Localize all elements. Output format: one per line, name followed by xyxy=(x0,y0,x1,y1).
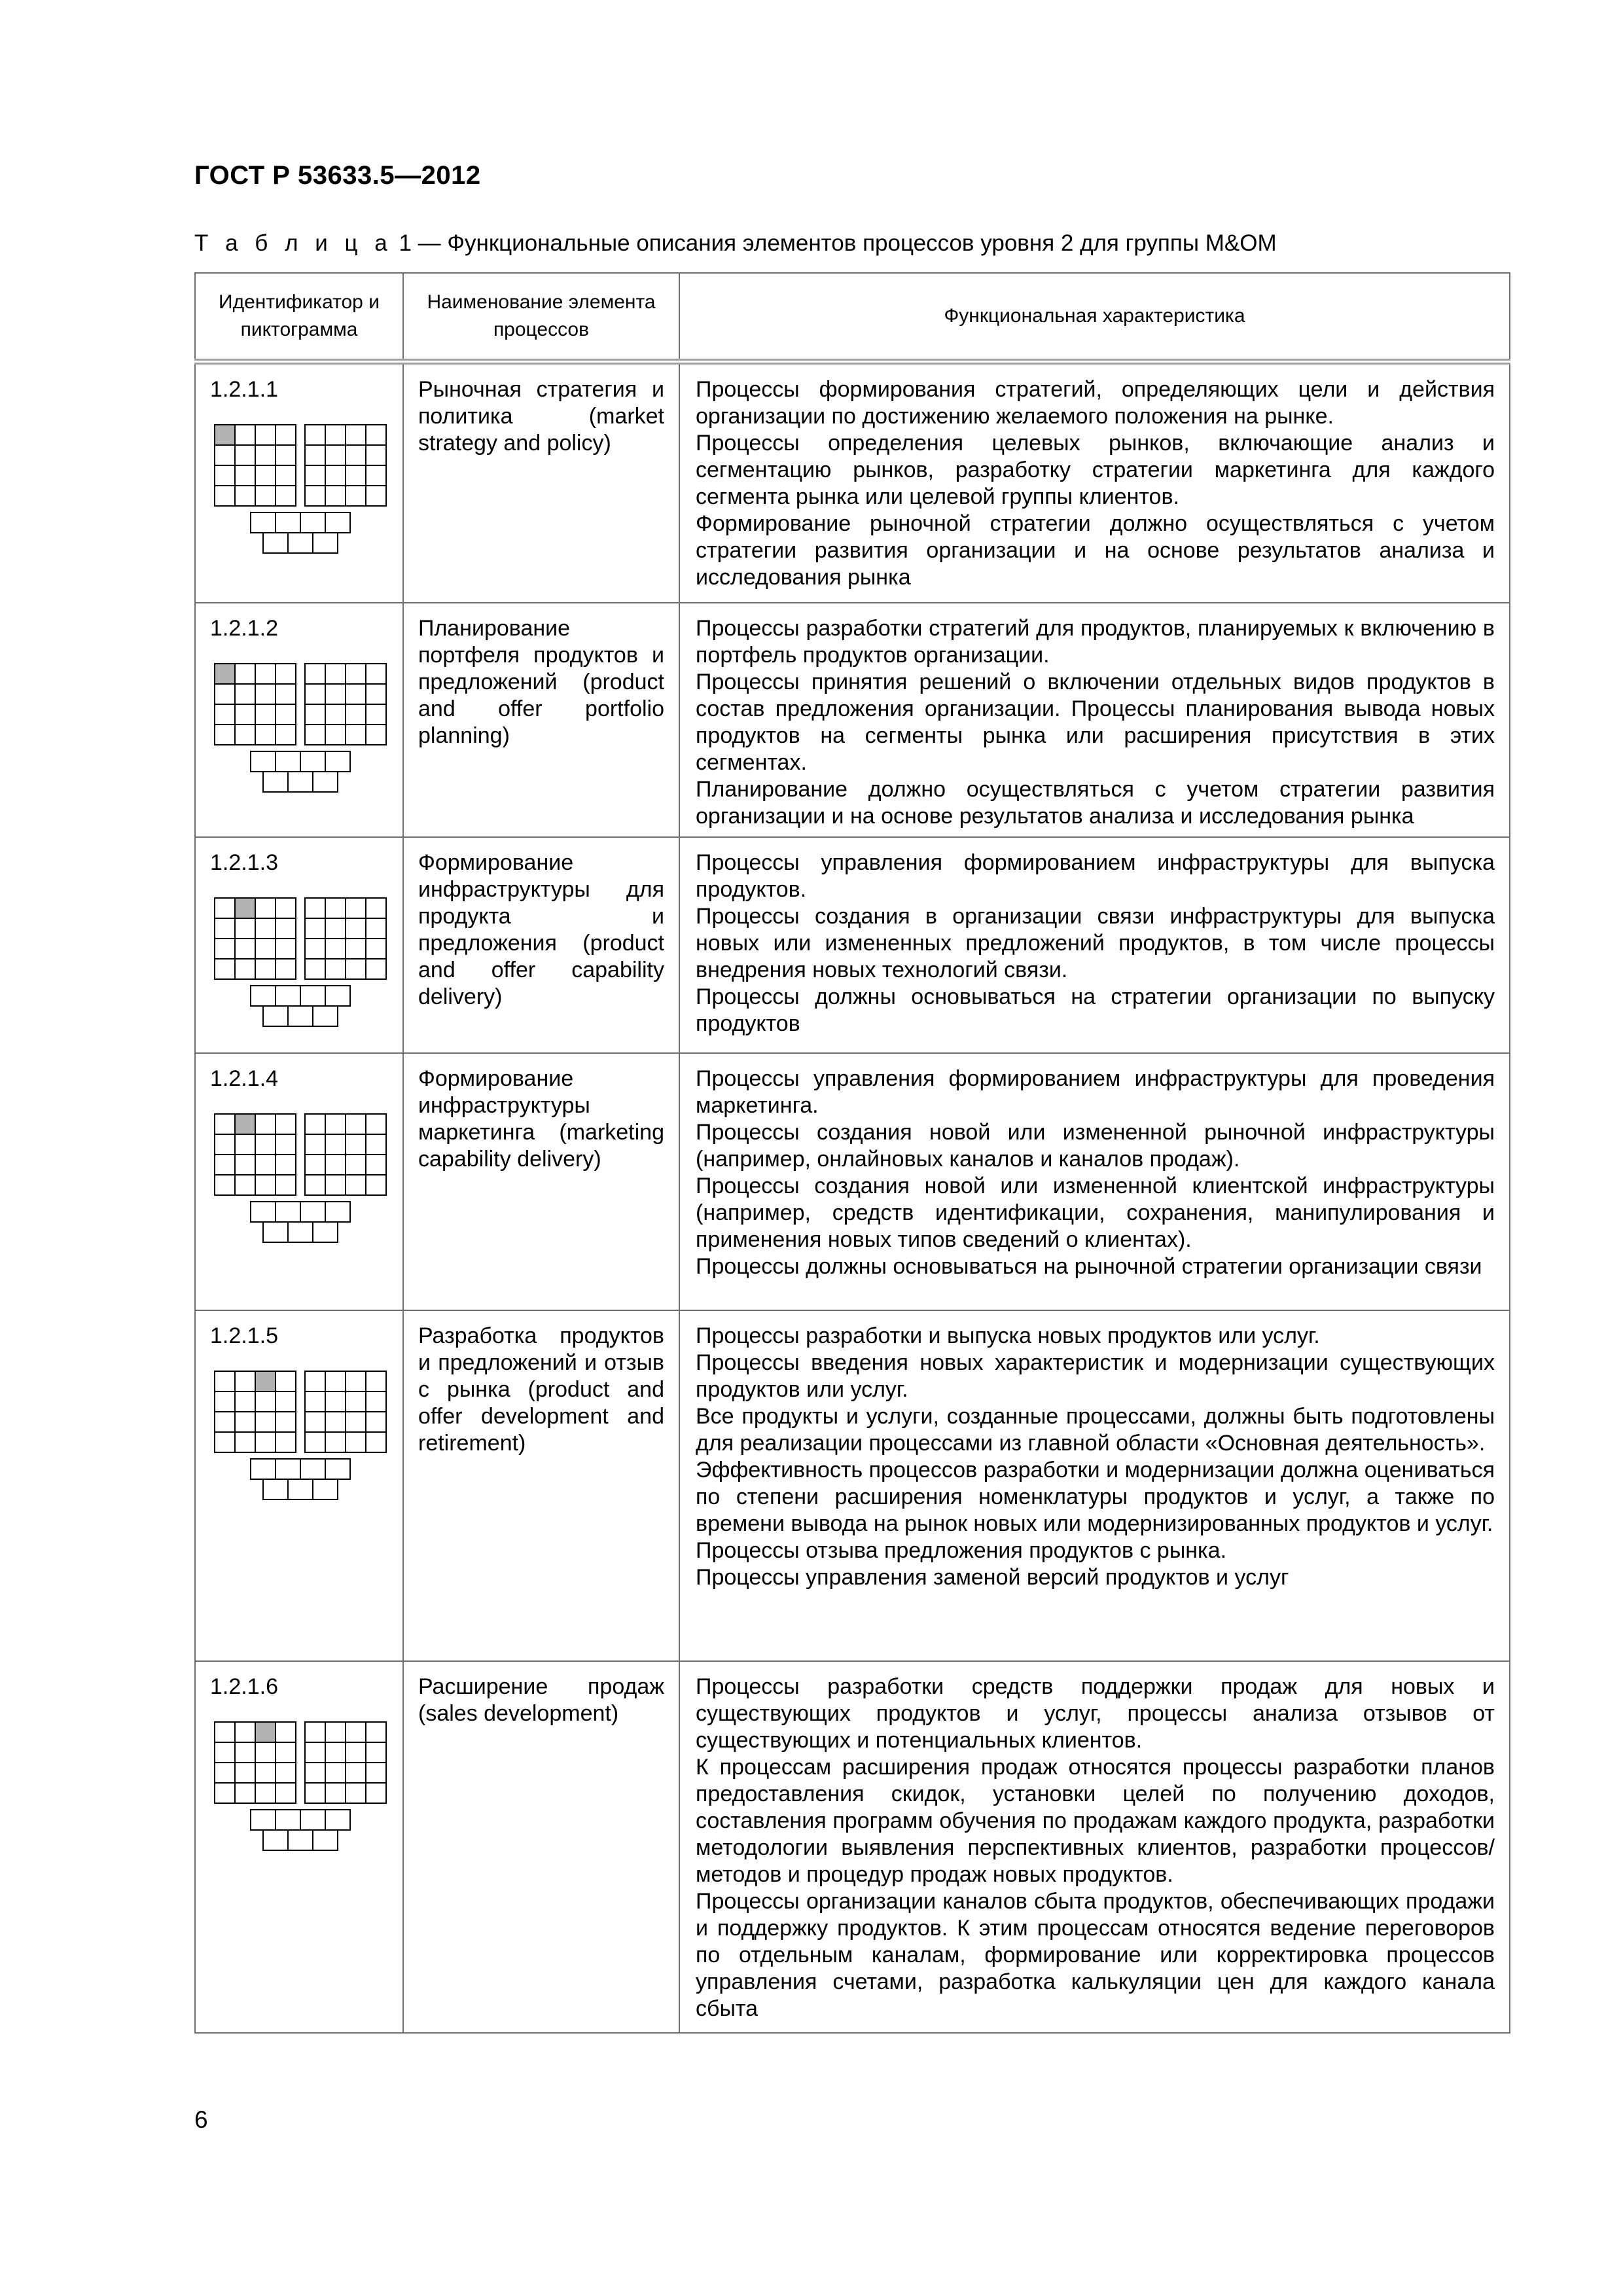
table-row xyxy=(195,603,1510,837)
process-pictogram-icon xyxy=(213,1112,388,1244)
functional-description-cell xyxy=(679,1310,1510,1661)
table-row xyxy=(195,1661,1510,2033)
process-name-cell: Расширение продаж (sales development) xyxy=(403,1661,679,2033)
description-paragraph: Процессы разработки стратегий для продуктов, планируемых к включению в портфель продуктов организации. xyxy=(696,615,1495,668)
standard-header: ГОСТ Р 53633.5—2012 xyxy=(194,161,481,190)
process-pictogram-icon xyxy=(213,896,388,1028)
process-pictogram-icon xyxy=(213,1369,388,1501)
process-identifier: 1.2.1.3 xyxy=(210,850,278,875)
description-paragraph: Процессы отзыва предложения продуктов с рынка. xyxy=(696,1537,1227,1563)
functional-description-cell xyxy=(679,603,1510,837)
description-paragraph: Процессы формирования стратегий, определяющих цели и действия организации по достижению желаемого положения на рынке. xyxy=(696,377,1495,429)
process-identifier: 1.2.1.1 xyxy=(210,377,278,402)
process-identifier: 1.2.1.6 xyxy=(210,1674,278,1699)
identifier-cell xyxy=(195,1310,403,1661)
table-row xyxy=(195,362,1510,603)
page-number: 6 xyxy=(194,2106,208,2133)
process-identifier: 1.2.1.5 xyxy=(210,1323,278,1348)
description-paragraph: Процессы организации каналов сбыта продуктов, обеспечивающих продажи и поддержку продуктов. К этим процессам относятся ведение переговоров по отдельным каналам, формирование или корректировка процессов управления счетами, разработка калькуляции цен для каждого канала сбыта xyxy=(696,1888,1495,2021)
description-paragraph: Процессы создания в организации связи инфраструктуры для выпуска новых или измененных предложений продуктов, в том числе процессы внедрения новых технологий связи. xyxy=(696,903,1495,982)
description-paragraph: Процессы определения целевых рынков, включающие анализ и сегментацию рынков, разработку стратегии маркетинга для каждого сегмента рынка или целевой группы клиентов. xyxy=(696,431,1495,509)
process-name-cell: Планирование портфеля продуктов и предложений (product and offer portfolio planning) xyxy=(403,603,679,837)
column-header-name: Наименование элемента процессов xyxy=(403,273,679,362)
description-paragraph: Процессы разработки и выпуска новых продуктов или услуг. xyxy=(696,1323,1320,1348)
process-name-cell: Разработка продуктов и предложений и отзыв с рынка (product and offer development and retirement) xyxy=(403,1310,679,1661)
description-paragraph: Процессы управления формированием инфраструктуры для выпуска продуктов. xyxy=(696,850,1495,902)
column-header-id: Идентификатор и пиктограмма xyxy=(195,273,403,362)
description-paragraph: Формирование рыночной стратегии должно осуществляться с учетом стратегии развития организации и на основе результатов анализа и исследования рынка xyxy=(696,511,1495,590)
description-paragraph: Процессы управления формированием инфраструктуры для проведения маркетинга. xyxy=(696,1066,1495,1118)
identifier-cell xyxy=(195,837,403,1053)
identifier-cell xyxy=(195,362,403,603)
description-paragraph: Процессы создания новой или измененной клиентской инфраструктуры (например, средств идентификации, сохранения, манипулирования и применения новых типов сведений о клиентах). xyxy=(696,1173,1495,1252)
description-paragraph: Процессы введения новых характеристик и модернизации существующих продуктов или услуг. xyxy=(696,1350,1495,1402)
identifier-cell xyxy=(195,1053,403,1310)
functional-description-cell xyxy=(679,1053,1510,1310)
description-paragraph: Все продукты и услуги, созданные процессами, должны быть подготовлены для реализации процессами из главной области «Основная деятельность». xyxy=(696,1403,1495,1456)
functional-description-cell xyxy=(679,362,1510,603)
description-paragraph: Процессы должны основываться на стратегии организации по выпуску продуктов xyxy=(696,984,1495,1036)
process-name-cell: Формирование инфраструктуры для продукта и предложения (product and offer capability delivery) xyxy=(403,837,679,1053)
functional-description-cell xyxy=(679,1661,1510,2033)
process-pictogram-icon xyxy=(213,662,388,794)
table-caption-text: 1 — Функциональные описания элементов процессов уровня 2 для группы M&OM xyxy=(399,230,1277,256)
description-paragraph: Планирование должно осуществляться с учетом стратегии развития организации и на основе результатов анализа и исследования рынка xyxy=(696,776,1495,829)
table-row xyxy=(195,1310,1510,1661)
functional-description-cell xyxy=(679,837,1510,1053)
process-identifier: 1.2.1.4 xyxy=(210,1066,278,1091)
process-pictogram-icon xyxy=(213,1720,388,1852)
process-identifier: 1.2.1.2 xyxy=(210,615,278,641)
description-paragraph: Процессы принятия решений о включении отдельных видов продуктов в состав предложения организации. Процессы планирования вывода новых продуктов на сегменты рынка или расширения присутствия в этих сегментах. xyxy=(696,669,1495,775)
table-caption xyxy=(194,230,1277,257)
description-paragraph: Эффективность процессов разработки и модернизации должна оцениваться по степени расширения номенклатуры продуктов и услуг, а также по времени вывода на рынок новых или модернизированных продуктов и услуг. xyxy=(696,1457,1495,1536)
description-paragraph: К процессам расширения продаж относятся процессы разработки планов предоставления скидок, установки целей по получению доходов, составления программ обучения по продажам каждого продукта, разработки методологии выявления перспективных клиентов, разработки процессов/методов и процедур продаж новых продуктов. xyxy=(696,1754,1495,1887)
table-caption-prefix: Т а б л и ц а xyxy=(194,230,393,256)
table-header-row xyxy=(195,273,1510,362)
table-row xyxy=(195,837,1510,1053)
description-paragraph: Процессы создания новой или измененной рыночной инфраструктуры (например, онлайновых каналов и каналов продаж). xyxy=(696,1119,1495,1172)
description-paragraph: Процессы должны основываться на рыночной стратегии организации связи xyxy=(696,1253,1482,1279)
identifier-cell xyxy=(195,1661,403,2033)
column-header-description: Функциональная характеристика xyxy=(679,273,1510,362)
process-pictogram-icon xyxy=(213,423,388,555)
process-name-cell: Формирование инфраструктуры маркетинга (marketing capability delivery) xyxy=(403,1053,679,1310)
identifier-cell xyxy=(195,603,403,837)
description-paragraph: Процессы управления заменой версий продуктов и услуг xyxy=(696,1564,1289,1590)
table-row xyxy=(195,1053,1510,1310)
description-paragraph: Процессы разработки средств поддержки продаж для новых и существующих продуктов и услуг, процессы анализа отзывов от существующих и потенциальных клиентов. xyxy=(696,1674,1495,1753)
process-name-cell: Рыночная стратегия и политика (market strategy and policy) xyxy=(403,362,679,603)
functional-description-table xyxy=(194,272,1510,2034)
